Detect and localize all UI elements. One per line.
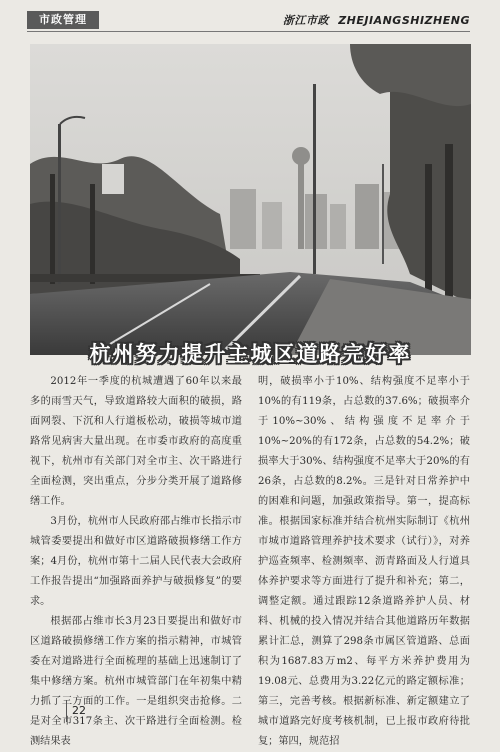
masthead-en: ZHEJIANGSHIZHENG (338, 14, 470, 27)
masthead (283, 12, 470, 28)
header-rule (27, 31, 470, 32)
footer-rule (66, 700, 67, 722)
page-header (0, 0, 500, 34)
section-label: 市政管理 (27, 11, 99, 29)
article-headline: 杭州努力提升主城区道路完好率 (89, 341, 412, 366)
page-number: 22 (72, 704, 86, 717)
street-photo (30, 44, 471, 366)
masthead-cn: 浙江市政 (282, 14, 329, 27)
article-column-right (258, 372, 470, 747)
article-paragraph: 2012年一季度的杭城遭遇了60年以来最多的雨雪天气，导致道路较大面积的破损，路面网裂、下沉和人行道板松动，破损等城市道路常见病害大量出现。在市委市政府的高度重视下，杭州市有关部门对全市主、次干路进行全面检测，突出重点，分步分类开展了道路修缮工作。 (30, 376, 242, 507)
street-scene-illustration (30, 44, 471, 355)
article-paragraph: 3月份，杭州市人民政府邵占维市长指示市城管委要提出和做好市区道路破损修缮工作方案；4月份，杭州市第十二届人民代表大会政府工作报告提出“加强路面养护与破损修复”的要求。 (30, 516, 242, 607)
article-paragraph: 根据邵占维市长3月23日要提出和做好市区道路破损修缮工作方案的指示精神，市城管委在对道路进行全面梳理的基础上迅速制订了集中修缮方案。杭州市城管部门在年初集中精力抓了三方面的工作。一是组织突击抢修。二是对全市317条主、次干路进行全面检测。检测结果表 (30, 616, 242, 747)
article-paragraph: 明，破损率小于10%、结构强度不足率小于10%的有119条，占总数的37.6%；破损率介于10%~30%、结构强度不足率介于10%~20%的有172条，占总数的54.2%；破损率大于30%、结构强度不足率大于20%的有26条，占总数的8.2%。三是针对日常养护中的困难和问题，加强政策指导。第一，提高标准。根据国家标准并结合杭州实际制订《杭州市城市道路管理养护技术要求（试行）》，对养护巡查频率、检测频率、沥青路面及人行道具体养护要求等方面进行了提升和补充；第二，调整定额。通过跟踪12条道路养护人员、材料、机械的投入情况并结合其他道路历年数据累计汇总，测算了298条市属区管道路、总面积为1687.83万m2、每平方米养护费用为19.08元、总费用为3.22亿元的路定额标准；第三，完善考核。根据新标准、新定额建立了城市道路完好度考核机制，已上报市政府待批复；第四，规范招 (258, 376, 470, 747)
